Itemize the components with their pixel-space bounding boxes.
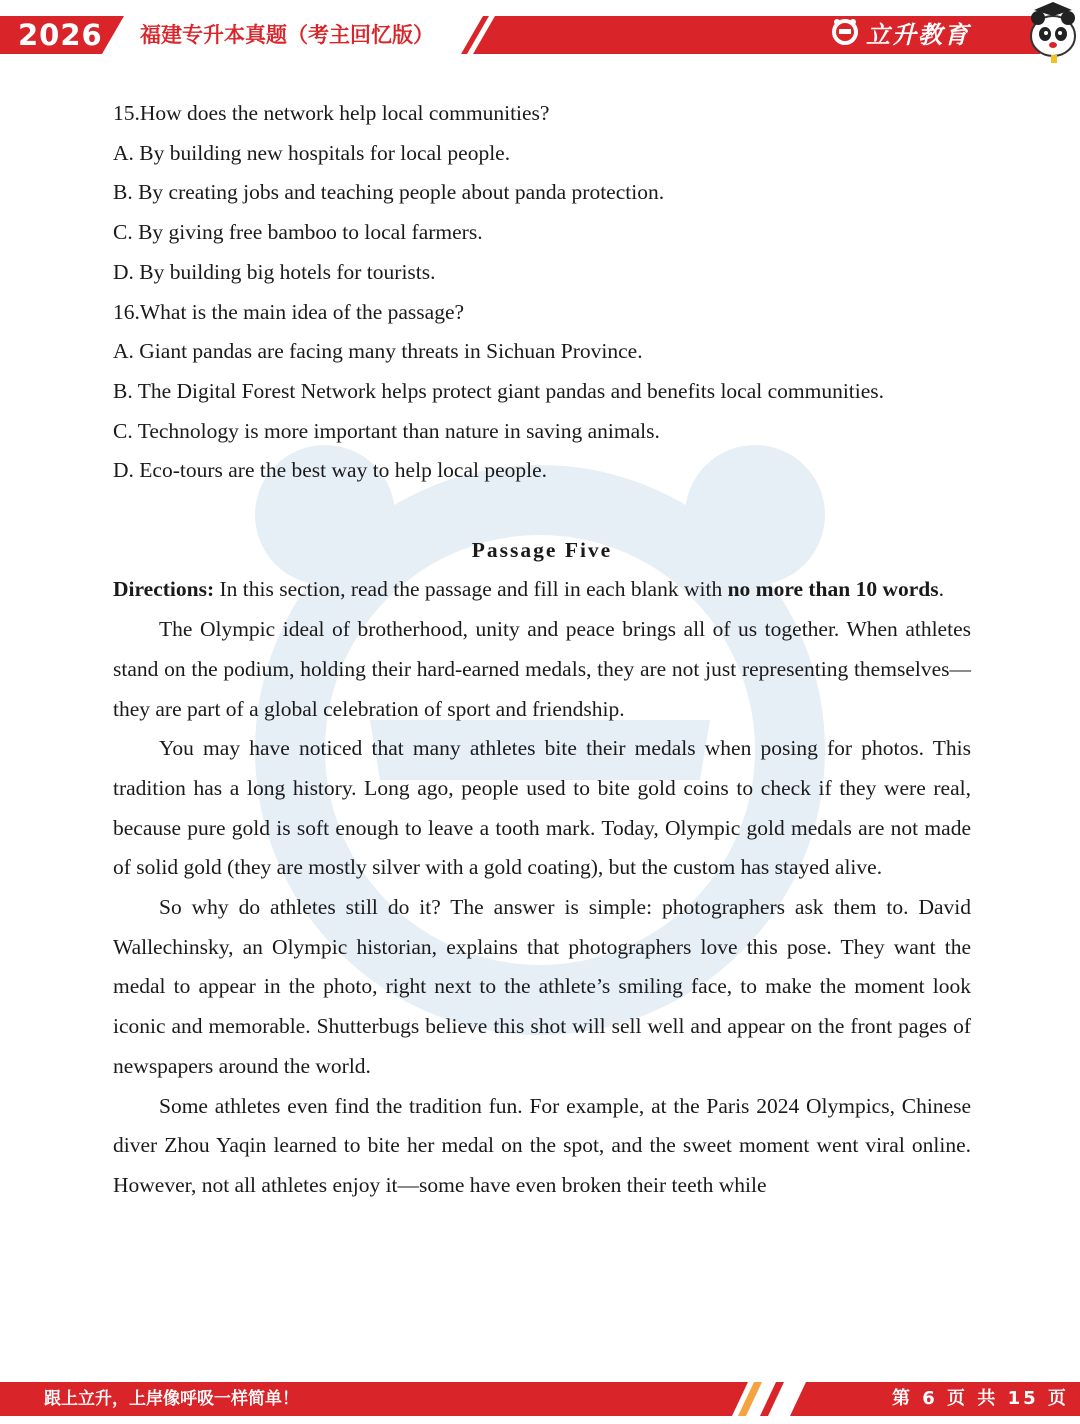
brand-logo-icon	[830, 17, 860, 56]
page-content	[113, 94, 971, 1206]
passage-title: Passage Five	[471, 537, 613, 562]
directions-end: .	[938, 577, 944, 602]
footer-slogan: 跟上立升，上岸像呼吸一样简单！	[44, 1389, 299, 1409]
panda-mascot-icon	[1026, 0, 1080, 64]
header-title: 福建专升本真题（考主回忆版）	[140, 23, 434, 47]
directions-label: Directions:	[113, 577, 215, 602]
directions-limit: no more than 10 words	[727, 577, 939, 602]
option-c: C. By giving free bamboo to local farmers.	[113, 220, 483, 245]
brand-logo	[830, 16, 970, 54]
page-header	[0, 0, 1080, 70]
paragraph-2: You may have noticed that many athletes bite their medals when posing for photos. This tradition has a long history. Long ago, people used to bite gold coins to check if they were real, because pure gold is soft enough to leave a tooth mark. Today, Olympic gold medals are not made of solid gold (they are mostly silver with a gold coating), but the custom has stayed alive.	[113, 736, 971, 880]
option-d: D. By building big hotels for tourists.	[113, 259, 436, 284]
paragraph-1: The Olympic ideal of brotherhood, unity and peace brings all of us together. When athletes stand on the podium, holding their hard-earned medals, they are not just representing themselves—they are part of a global celebration of sport and friendship.	[113, 617, 971, 721]
directions	[113, 570, 971, 610]
option-c: C. Technology is more important than nature in saving animals.	[113, 418, 660, 443]
footer-stripe	[760, 1382, 784, 1416]
option-d: D. Eco-tours are the best way to help local people.	[113, 458, 548, 483]
question-stem: 15.How does the network help local communities?	[113, 101, 550, 125]
option-a: A. Giant pandas are facing many threats in Sichuan Province.	[113, 339, 643, 364]
paragraph-4: Some athletes even find the tradition fun. For example, at the Paris 2024 Olympics, Chinese diver Zhou Yaqin learned to bite her medal on the spot, and the sweet moment went viral online. However, not all athletes enjoy it—some have even broken their teeth while	[113, 1093, 971, 1197]
option-a: A. By building new hospitals for local people.	[113, 140, 511, 165]
brand-name: 立升教育	[866, 21, 970, 49]
directions-text: In this section, read the passage and fill in each blank with	[214, 577, 728, 602]
question-15	[113, 94, 971, 293]
page-footer	[0, 1380, 1080, 1420]
question-stem: 16.What is the main idea of the passage?	[113, 299, 465, 324]
header-year: 2026	[18, 18, 103, 52]
page-number: 第 6 页 共 15 页	[892, 1388, 1069, 1409]
option-b: B. The Digital Forest Network helps protect giant pandas and benefits local communities.	[113, 378, 885, 403]
paragraph-3: So why do athletes still do it? The answer is simple: photographers ask them to. David Wallechinsky, an Olympic historian, explains that photographers love this pose. They want the medal to appear in the photo, right next to the athlete’s smiling face, to make the moment look iconic and memorable. Shutterbugs believe this shot will sell well and appear on the front pages of newspapers around the world.	[113, 895, 971, 1078]
question-16	[113, 293, 971, 492]
option-b: B. By creating jobs and teaching people about panda protection.	[113, 180, 665, 205]
